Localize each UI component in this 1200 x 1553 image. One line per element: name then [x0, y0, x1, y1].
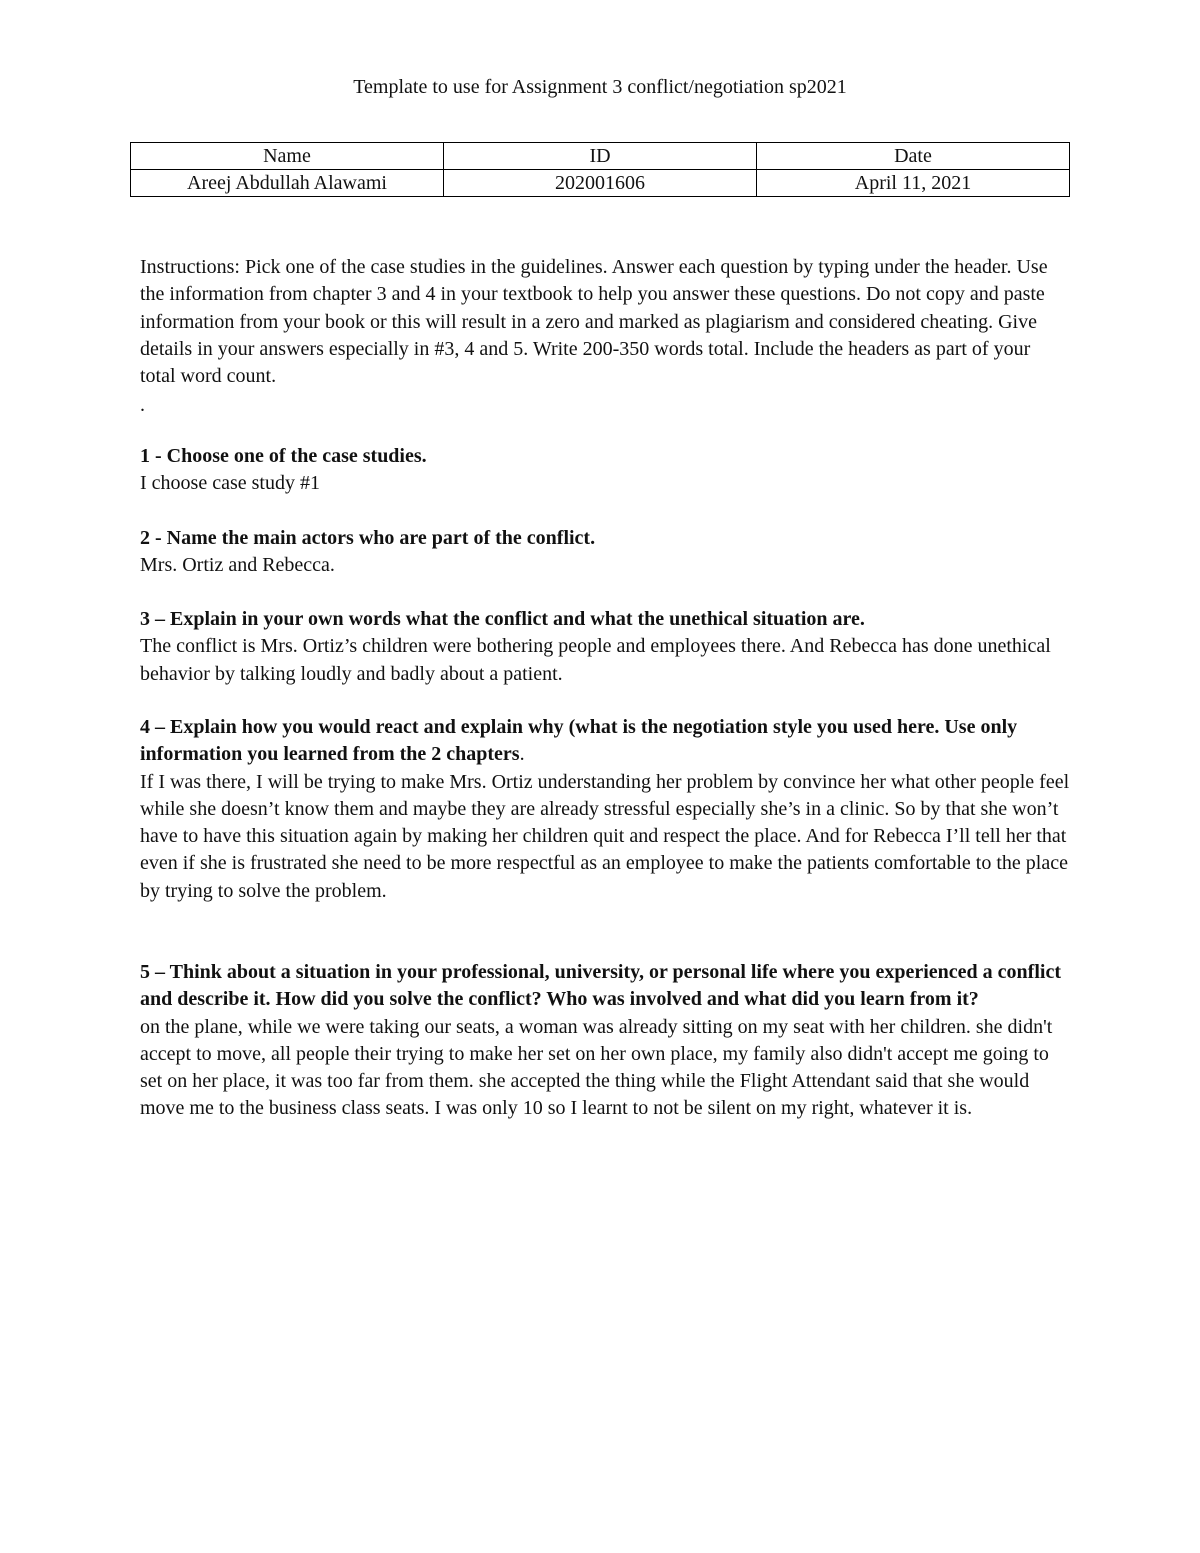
question-5-section [140, 959, 1070, 1123]
question-3-section [140, 606, 1070, 688]
name-header: Name [131, 143, 444, 170]
id-header: ID [444, 143, 757, 170]
student-info-table [130, 142, 1070, 197]
question-4-heading: 4 – Explain how you would react and explain why (what is the negotiation style you used here. Use only information you learned from the 2 chapters [140, 716, 1018, 766]
instructions-paragraph: Instructions: Pick one of the case studies in the guidelines. Answer each question by typing under the header. Use the information from chapter 3 and 4 in your textbook to help you answer these questions. Do not copy and paste information from your book or this will result in a zero and marked as plagiarism and considered cheating. Give details in your answers especially in #3, 4 and 5. Write 200-350 words total. Include the headers as part of your total word count. [140, 256, 1048, 388]
question-3-heading: 3 – Explain in your own words what the conflict and what the unethical situation are. [140, 608, 865, 630]
date-header: Date [757, 143, 1070, 170]
question-1-heading: 1 - Choose one of the case studies. [140, 445, 427, 467]
question-1-section [140, 443, 1070, 498]
submission-date: April 11, 2021 [757, 170, 1070, 197]
question-4-answer: If I was there, I will be trying to make Mrs. Ortiz understanding her problem by convince her what other people feel while she doesn’t know them and maybe they are already stressful especially she’s in a clinic. So by that she won’t have to have this situation again by making her children quit and respect the place. And for Rebecca I’ll tell her that even if she is frustrated she need to be more respectful as an employee to make the patients comfortable to the place by trying to solve the problem. [140, 770, 1070, 902]
student-id: 202001606 [444, 170, 757, 197]
question-2-answer: Mrs. Ortiz and Rebecca. [140, 554, 335, 577]
table-value-row [131, 170, 1070, 197]
question-4-section [140, 714, 1070, 905]
question-5-answer: on the plane, while we were taking our seats, a woman was already sitting on my seat with her children. she didn't accept to move, all people their trying to make her set on her own place, my family also didn't accept me going to set on her place, it was too far from them. she accepted the thing while the Flight Attendant said that she would move me to the business class seats. I was only 10 so I learnt to not be silent on my right, whatever it is. [140, 1015, 1053, 1120]
document-title: Template to use for Assignment 3 conflict/negotiation sp2021 [353, 76, 847, 98]
student-name: Areej Abdullah Alawami [131, 170, 444, 197]
question-2-section [140, 525, 1070, 580]
question-1-answer: I choose case study #1 [140, 472, 320, 495]
table-header-row [131, 143, 1070, 170]
question-3-answer: The conflict is Mrs. Ortiz’s children were bothering people and employees there. And Rebecca has done unethical behavior by talking loudly and badly about a patient. [140, 635, 1051, 685]
question-4-heading-line [140, 714, 1070, 769]
stray-period: . [140, 394, 145, 416]
question-4-heading-period: . [519, 743, 525, 766]
question-2-heading: 2 - Name the main actors who are part of the conflict. [140, 527, 596, 549]
question-5-heading: 5 – Think about a situation in your professional, university, or personal life where you experienced a conflict and describe it. How did you solve the conflict? Who was involved and what did you learn from it? [140, 961, 1061, 1011]
